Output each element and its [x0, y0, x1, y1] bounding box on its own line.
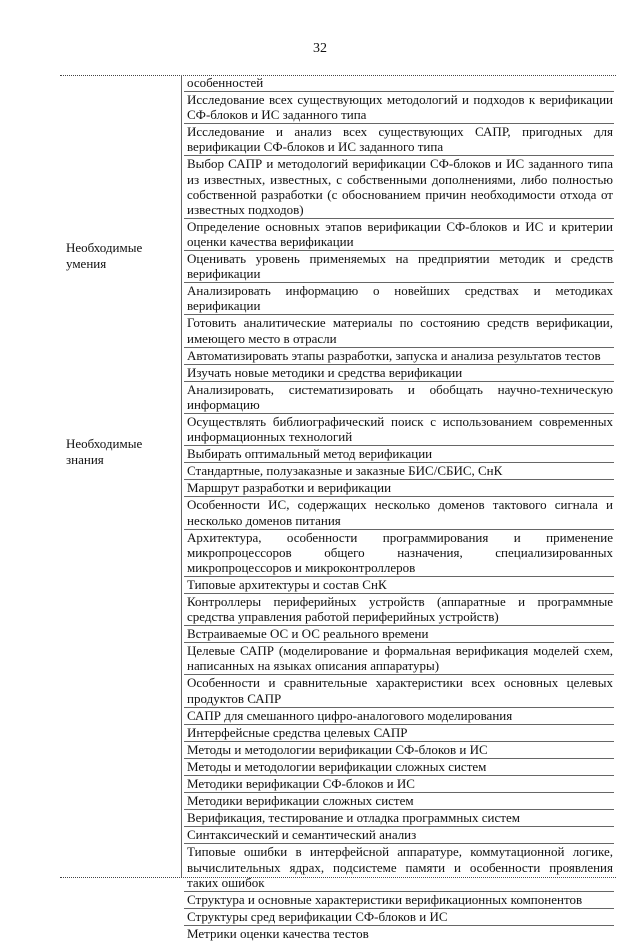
table-row: Осуществлять библиографический поиск с использованием современных информационных технологий: [184, 414, 614, 446]
table-row: Стандартные, полузаказные и заказные БИС/СБИС, СнК: [184, 463, 614, 480]
table-row: Выбор САПР и методологий верификации СФ-блоков и ИС заданного типа из известных, известных, с собственными дополнениями, либо полностью собственной разработки (с обоснованием причин необходимости отхода от известных подходов): [184, 156, 614, 218]
table-row: Метрики оценки качества тестов: [187, 925, 369, 941]
table-row: Исследование всех существующих методологий и подходов к верификации СФ-блоков и ИС заданного типа: [184, 92, 614, 124]
table-row: Интерфейсные средства целевых САПР: [184, 725, 614, 742]
table-row: Архитектура, особенности программирования и применение микропроцессоров общего назначения, специализированных микропроцессоров и микроконтроллеров: [184, 530, 614, 577]
table-row: Структуры сред верификации СФ-блоков и ИС: [184, 909, 614, 926]
column-divider: [181, 75, 182, 877]
table-row: Методы и методологии верификации СФ-блоков и ИС: [184, 742, 614, 759]
table-row: Типовые ошибки в интерфейсной аппаратуре, коммутационной логике, вычислительных ядрах, подсистеме памяти и особенности проявления таких ошибок: [184, 844, 614, 891]
table-row: Методы и методологии верификации сложных систем: [184, 759, 614, 776]
table-row: Выбирать оптимальный метод верификации: [184, 446, 614, 463]
table-row: Структура и основные характеристики верификационных компонентов: [184, 892, 614, 909]
table-row: Контроллеры периферийных устройств (аппаратные и программные средства управления работой периферийных устройств): [184, 594, 614, 626]
table-row: Встраиваемые ОС и ОС реального времени: [184, 626, 614, 643]
table-row: Определение основных этапов верификации СФ-блоков и ИС и критерии оценки качества верификации: [184, 219, 614, 251]
table-row: Анализировать информацию о новейших средствах и методиках верификации: [184, 283, 614, 315]
table-row: САПР для смешанного цифро-аналогового моделирования: [184, 708, 614, 725]
table-row: Изучать новые методики и средства верификации: [184, 365, 614, 382]
table-row: Оценивать уровень применяемых на предприятии методик и средств верификации: [184, 251, 614, 283]
page-number: 32: [313, 41, 327, 56]
table-row: Маршрут разработки и верификации: [184, 480, 614, 497]
table-row: Методики верификации сложных систем: [184, 793, 614, 810]
table-row: Синтаксический и семантический анализ: [184, 827, 614, 844]
table-row: Автоматизировать этапы разработки, запуска и анализа результатов тестов: [184, 348, 614, 365]
table-row: Исследование и анализ всех существующих САПР, пригодных для верификации СФ-блоков и ИС заданного типа: [184, 124, 614, 156]
table-row: Готовить аналитические материалы по состоянию средств верификации, имеющего место в отрасли: [184, 315, 614, 347]
table-row: особенностей: [184, 75, 614, 92]
table-row: Верификация, тестирование и отладка программных систем: [184, 810, 614, 827]
table-row: Анализировать, систематизировать и обобщать научно-техническую информацию: [184, 382, 614, 414]
label-skills: Необходимые умения: [66, 240, 143, 271]
table-row: Особенности и сравнительные характеристики всех основных целевых продуктов САПР: [184, 675, 614, 707]
table-row: Особенности ИС, содержащих несколько доменов тактового сигнала и несколько доменов питания: [184, 497, 614, 529]
table-row: Методики верификации СФ-блоков и ИС: [184, 776, 614, 793]
requirements-table: [184, 75, 614, 942]
table-row: Целевые САПР (моделирование и формальная верификация моделей схем, написанных на языках описания аппаратуры): [184, 643, 614, 675]
table-row: Типовые архитектуры и состав СнК: [184, 577, 614, 594]
label-knowledge: Необходимые знания: [66, 436, 143, 467]
